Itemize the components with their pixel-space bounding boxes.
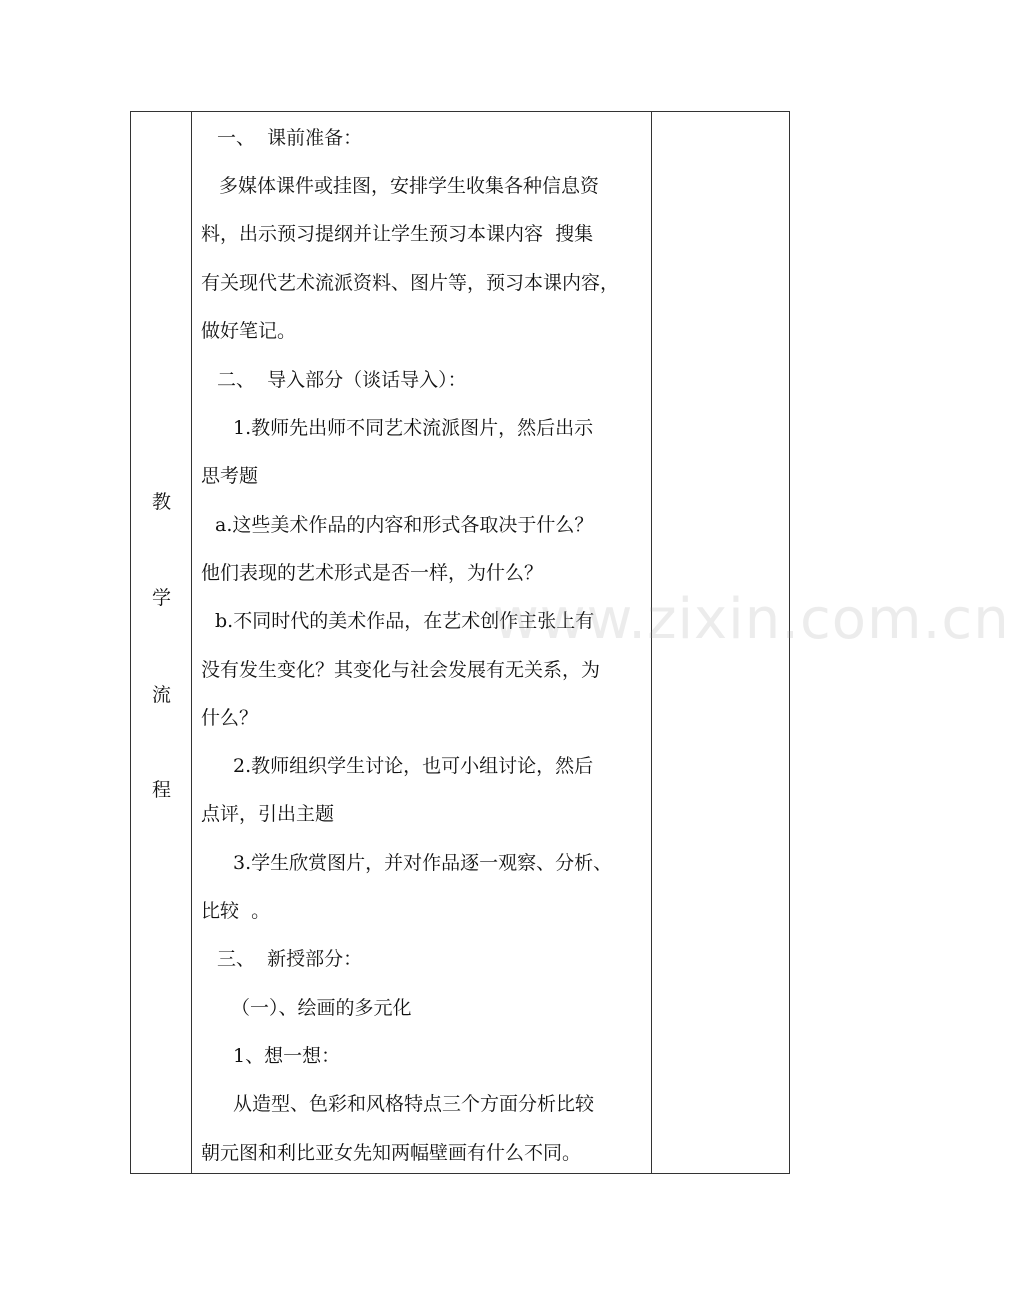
section-heading: 二、 导入部分（谈话导入）： [217, 369, 467, 391]
text-line: 朝元图和利比亚女先知两幅壁画有什么不同。 [201, 1142, 582, 1164]
text-line: 没有发生变化？其变化与社会发展有无关系，为 [201, 659, 601, 681]
text-line: 做好笔记。 [201, 320, 297, 342]
text-line: 点评，引出主题 [201, 803, 335, 825]
side-label-char: 教 [151, 491, 171, 513]
text-line: 2.教师组织学生讨论，也可小组讨论，然后 [233, 755, 594, 777]
subsection-heading: （一）、绘画的多元化 [231, 997, 412, 1019]
text-line: 多媒体课件或挂图，安排学生收集各种信息资 [219, 175, 600, 197]
text-line: 1.教师先出师不同艺术流派图片，然后出示 [233, 417, 594, 439]
text-line: 他们表现的艺术形式是否一样，为什么？ [201, 562, 544, 584]
section-heading: 三、 新授部分： [217, 948, 363, 970]
text-line: 比较 。 [201, 900, 271, 922]
text-line: 料，出示预习提纲并让学生预习本课内容 搜集 [201, 223, 594, 245]
text-line: 什么？ [201, 707, 259, 729]
text-line: 1、想一想： [233, 1045, 341, 1067]
text-line: 思考题 [201, 465, 259, 487]
text-line: 有关现代艺术流派资料、图片等，预习本课内容， [201, 272, 620, 294]
section-heading: 一、 课前准备： [217, 127, 363, 149]
side-label-char: 程 [151, 779, 171, 801]
text-line: 从造型、色彩和风格特点三个方面分析比较 [233, 1093, 595, 1115]
text-line: 3.学生欣赏图片，并对作品逐一观察、分析、 [233, 852, 613, 874]
side-label-char: 流 [151, 684, 171, 706]
text-line: b.不同时代的美术作品，在艺术创作主张上有 [215, 610, 595, 632]
text-line: a.这些美术作品的内容和形式各取决于什么？ [215, 514, 594, 536]
watermark-text: www.zixin.com.cn [493, 587, 1010, 652]
side-label-char: 学 [151, 587, 171, 609]
label-column [131, 112, 192, 1173]
